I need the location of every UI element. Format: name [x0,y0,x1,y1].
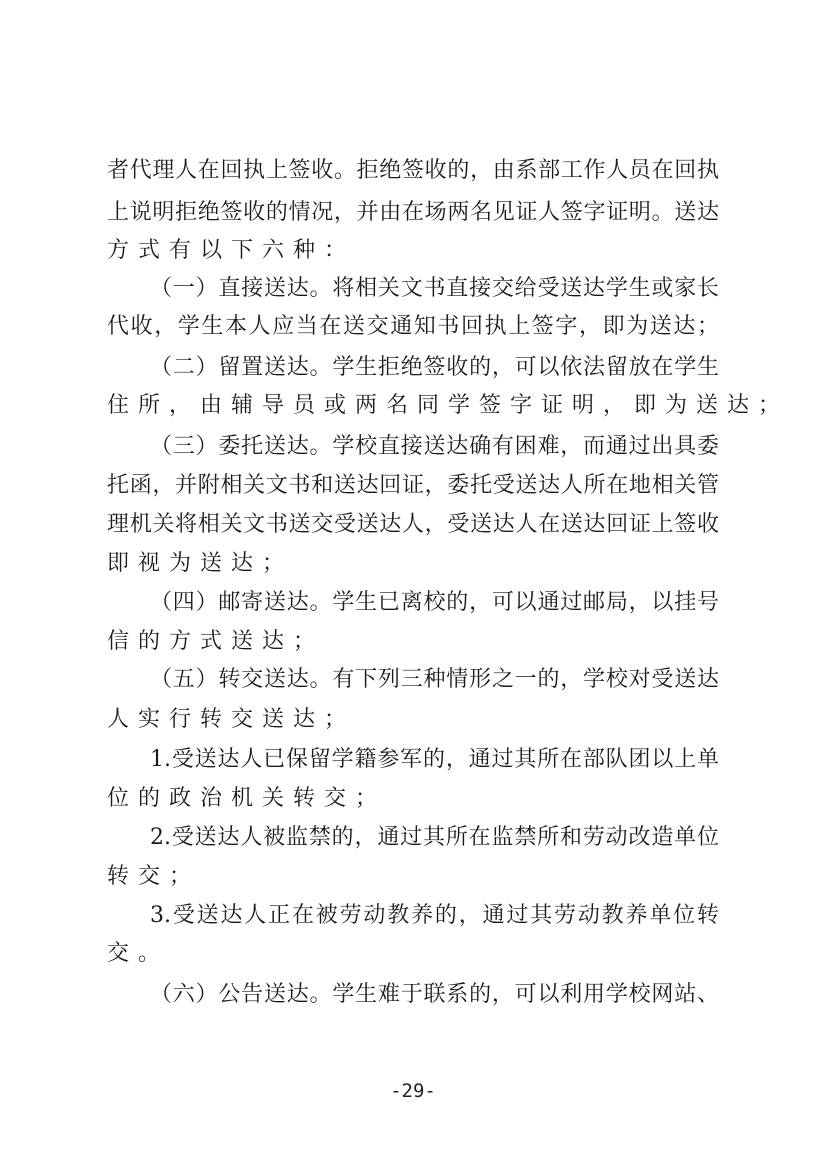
body-text-line: 交。 [107,941,170,966]
body-text-line: 者代理人在回执上签收。拒绝签收的，由系部工作人员在回执 [107,158,719,183]
body-text-line: 托函，并附相关文书和送达回证，委托受送达人所在地相关管 [107,473,719,498]
paragraph-direct-delivery: （一）直接送达。将相关文书直接交给受送达学生或家长 [150,276,719,301]
body-text-line: 信的方式送达； [107,629,325,654]
body-text-line: 上说明拒绝签收的情况，并由在场两名见证人签字证明。送达 [107,200,719,225]
body-text-line: 住所，由辅导员或两名同学签字证明，即为送达； [107,393,790,418]
list-item-military: 1.受送达人已保留学籍参军的，通过其所在部队团以上单 [150,747,719,772]
body-text-line: 人实行转交送达； [107,707,356,732]
body-text-line: 转交； [107,864,201,889]
paragraph-retention-delivery: （二）留置送达。学生拒绝签收的，可以依法留放在学生 [150,355,719,380]
body-text-line: 理机关将相关文书送交受送达人，受送达人在送达回证上签收 [107,512,719,537]
paragraph-public-notice-delivery: （六）公告送达。学生难于联系的，可以利用学校网站、 [150,982,719,1007]
page-number: -29- [390,1080,436,1102]
body-text-line: 即视为送达； [107,551,294,576]
body-text-line: 方式有以下六种： [107,238,356,263]
paragraph-entrusted-delivery: （三）委托送达。学校直接送达确有困难，而通过出具委 [150,434,719,459]
list-item-reeducation: 3.受送达人正在被劳动教养的，通过其劳动教养单位转 [150,903,719,928]
body-text-line: 代收，学生本人应当在送交通知书回执上签字，即为送达； [107,314,719,339]
body-text-line: 位的政治机关转交； [107,786,387,811]
paragraph-transfer-delivery: （五）转交送达。有下列三种情形之一的，学校对受送达 [150,667,719,692]
paragraph-mail-delivery: （四）邮寄送达。学生已离校的，可以通过邮局，以挂号 [150,590,719,615]
list-item-imprisoned: 2.受送达人被监禁的，通过其所在监禁所和劳动改造单位 [150,825,719,850]
